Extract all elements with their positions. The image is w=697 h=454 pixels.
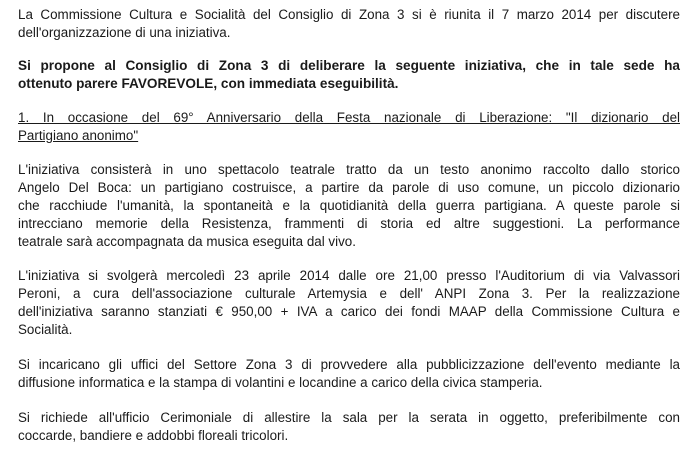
paragraph-line: Socialità. <box>18 322 73 337</box>
paragraph-line: Peroni, a cura dell'associazione culturale Artemysia e dell' ANPI Zona 3. Per la realizzazione <box>18 286 680 301</box>
item-title <box>18 109 680 145</box>
proposal-paragraph <box>18 57 680 93</box>
item-title-line: Partigiano anonimo" <box>18 128 139 143</box>
paragraph-line: che racchiude l'umanità, la spontaneità e la quotidianità della guerra partigiana. A queste parole si <box>18 198 680 213</box>
proposal-line: Si propone al Consiglio di Zona 3 di deliberare la seguente iniziativa, che in tale sede ha <box>18 58 680 73</box>
paragraph-line: diffusione informatica e la stampa di volantini e locandine a carico della civica stamperia. <box>18 375 543 390</box>
paragraph-ceremonial <box>18 409 680 445</box>
paragraph-line: Angelo Del Boca: un partigiano costruisce, a partire da parole di uso comune, un piccolo dizionario <box>18 180 680 195</box>
paragraph-performance-description <box>18 161 680 251</box>
paragraph-line: Si richiede all'ufficio Cerimoniale di allestire la sala per la serata in oggetto, preferibilmente con <box>18 410 680 425</box>
intro-paragraph <box>18 6 680 42</box>
paragraph-event-details <box>18 267 680 339</box>
paragraph-publicity <box>18 356 680 392</box>
item-title-line: 1. In occasione del 69° Anniversario della Festa nazionale di Liberazione: "Il dizionario del <box>18 110 680 125</box>
paragraph-line: L'iniziativa consisterà in uno spettacolo teatrale tratto da un testo anonimo raccolto dallo storico <box>18 162 680 177</box>
paragraph-line: teatrale sarà accompagnata da musica eseguita dal vivo. <box>18 234 356 249</box>
proposal-line: ottenuto parere FAVOREVOLE, con immediata eseguibilità. <box>18 76 399 91</box>
paragraph-line: L'iniziativa si svolgerà mercoledì 23 aprile 2014 dalle ore 21,00 presso l'Auditorium di via Valvassori <box>18 268 680 283</box>
intro-line: dell'organizzazione di una iniziativa. <box>18 25 231 40</box>
paragraph-line: Si incaricano gli uffici del Settore Zona 3 di provvedere alla pubblicizzazione dell'evento mediante la <box>18 357 680 372</box>
intro-line: La Commissione Cultura e Socialità del Consiglio di Zona 3 si è riunita il 7 marzo 2014 per discutere <box>18 7 680 22</box>
paragraph-line: intrecciano memorie della Resistenza, frammenti di storia ed altre suggestioni. La performance <box>18 216 680 231</box>
paragraph-line: dell'iniziativa saranno stanziati € 950,00 + IVA a carico dei fondi MAAP della Commissione Cultura e <box>18 304 680 319</box>
paragraph-line: coccarde, bandiere e addobbi floreali tricolori. <box>18 428 289 443</box>
document-page <box>18 6 680 445</box>
